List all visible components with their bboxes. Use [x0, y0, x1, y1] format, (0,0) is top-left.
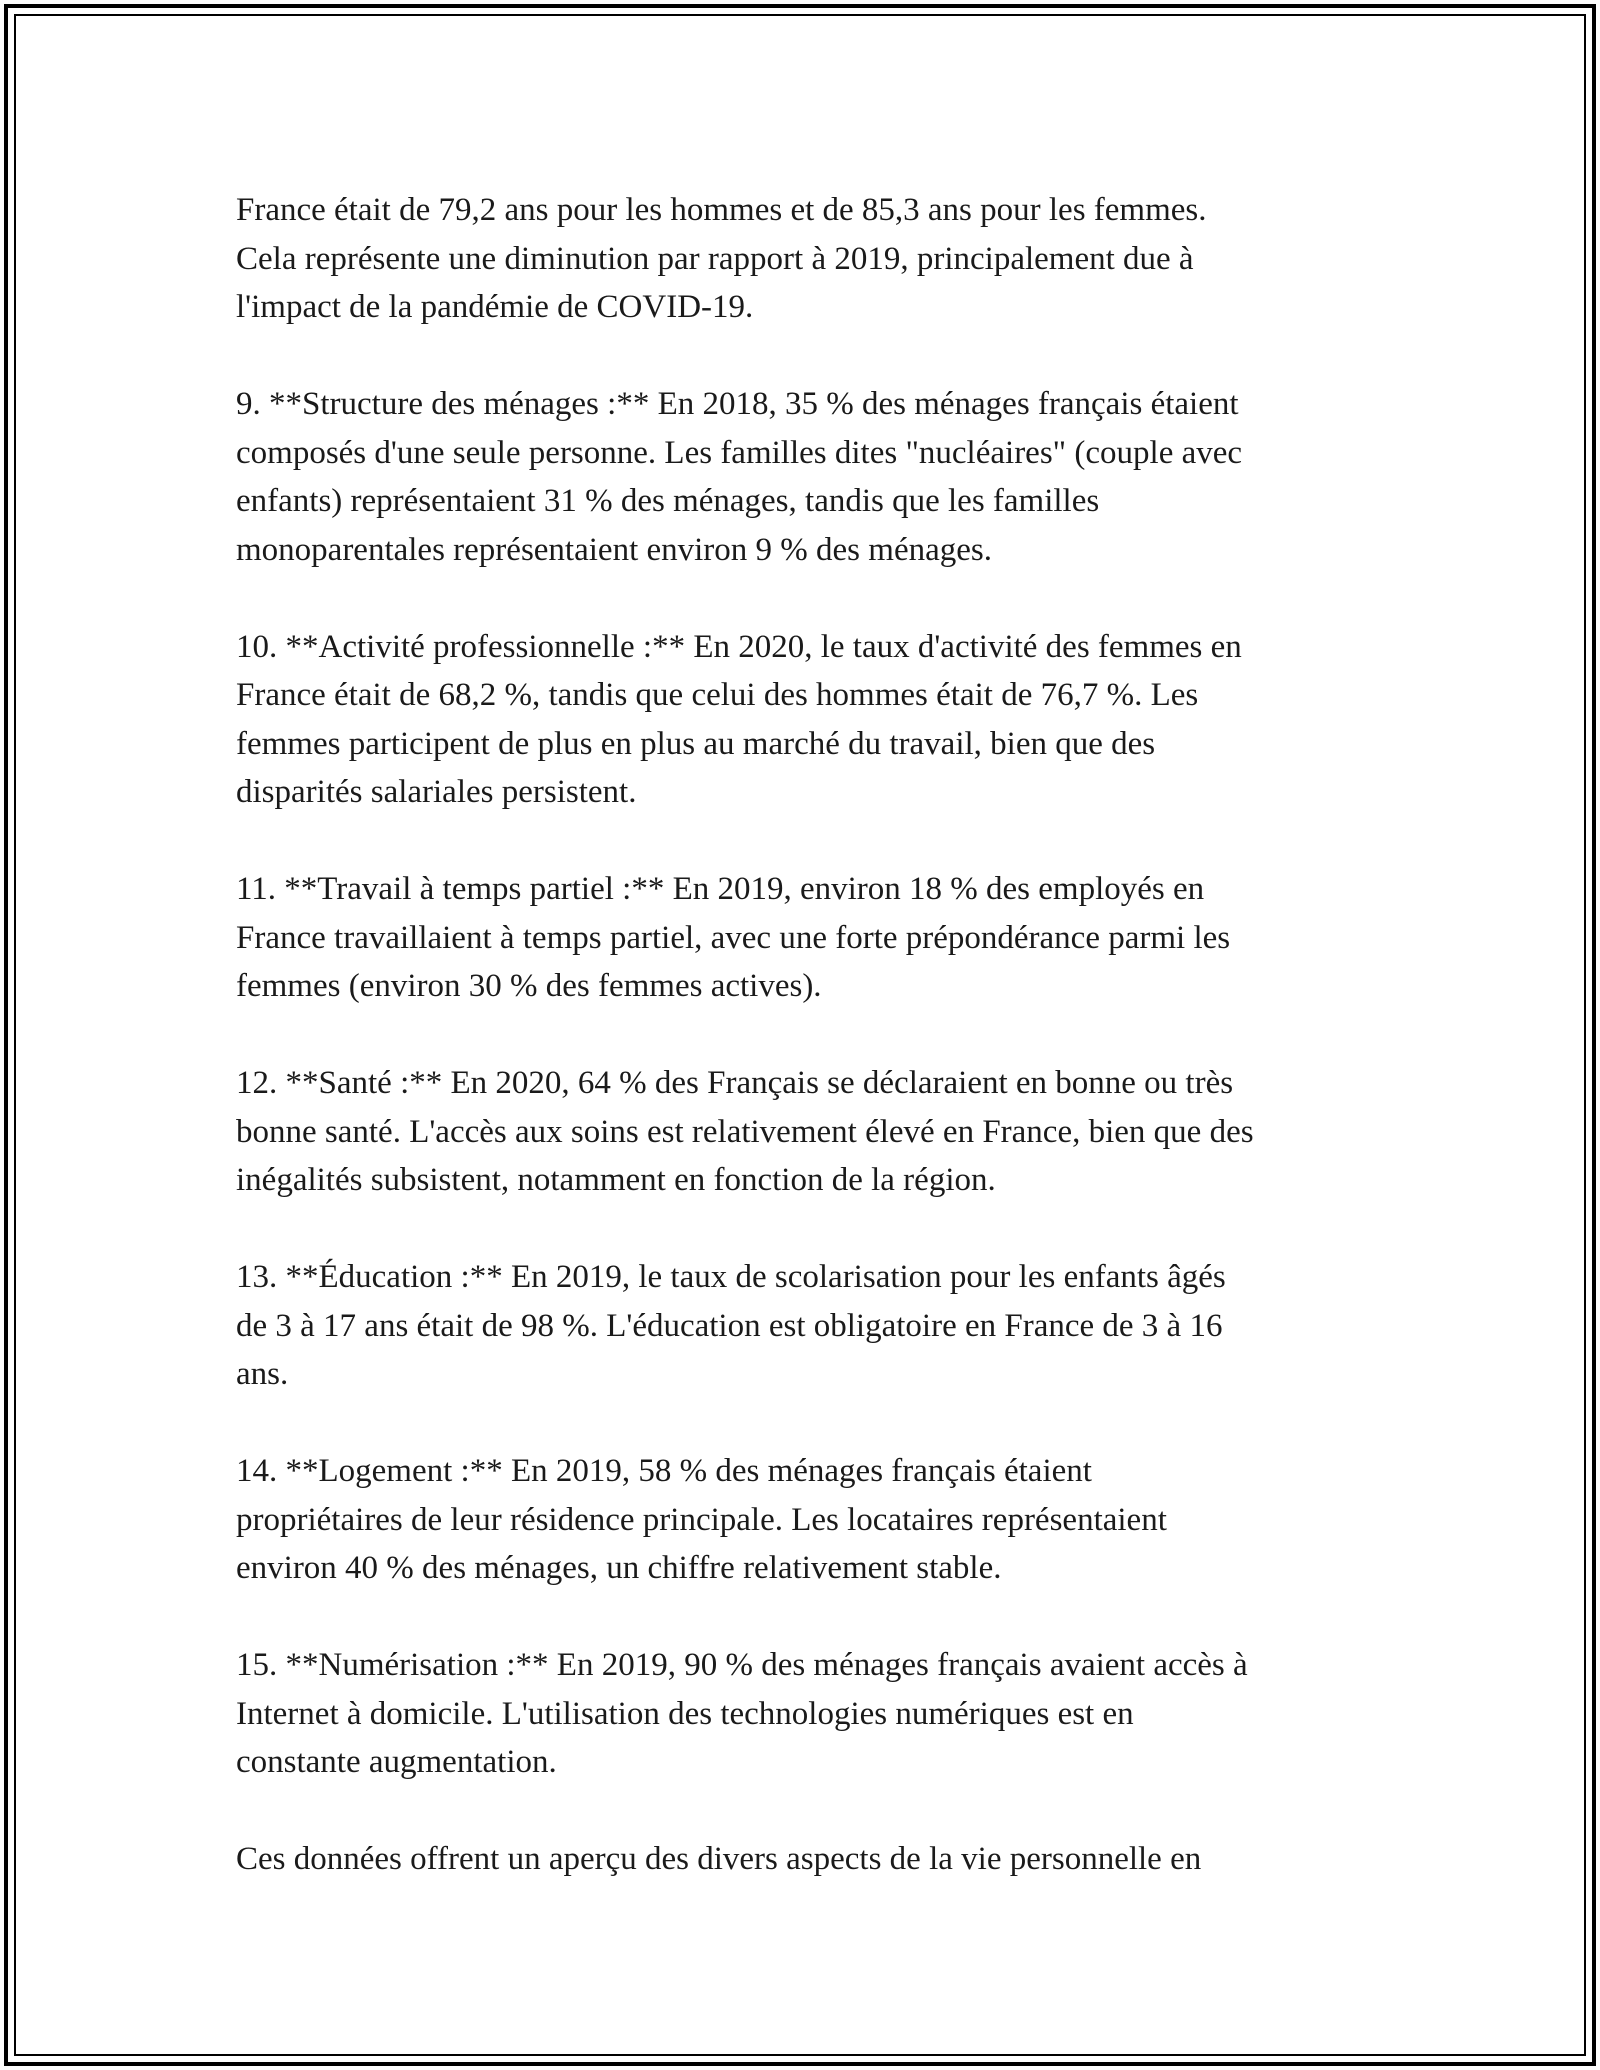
text-line: l'impact de la pandémie de COVID-19. [236, 289, 754, 325]
text-line: France était de 68,2 %, tandis que celui des hommes était de 76,7 %. Les [236, 677, 1199, 713]
text-line: composés d'une seule personne. Les familles dites "nucléaires" (couple avec [236, 434, 1243, 471]
text-line: propriétaires de leur résidence principale. Les locataires représentaient [236, 1501, 1167, 1538]
text-line: environ 40 % des ménages, un chiffre relativement stable. [236, 1550, 1002, 1586]
text-line: France travaillaient à temps partiel, avec une forte prépondérance parmi les [236, 919, 1231, 956]
text-line: femmes participent de plus en plus au marché du travail, bien que des [236, 725, 1156, 762]
text-line: Internet à domicile. L'utilisation des technologies numériques est en [236, 1695, 1134, 1732]
paragraph-education [236, 1253, 1396, 1399]
text-line: enfants) représentaient 31 % des ménages, tandis que les familles [236, 483, 1100, 519]
paragraph-temps-partiel [236, 865, 1396, 1011]
text-line: 12. **Santé :** En 2020, 64 % des Français se déclaraient en bonne ou très [236, 1065, 1234, 1101]
text-line: 10. **Activité professionnelle :** En 2020, le taux d'activité des femmes en [236, 628, 1242, 665]
text-line: bonne santé. L'accès aux soins est relativement élevé en France, bien que des [236, 1113, 1254, 1150]
text-line: monoparentales représentaient environ 9 % des ménages. [236, 531, 992, 568]
text-line: 14. **Logement :** En 2019, 58 % des ménages français étaient [236, 1453, 1092, 1489]
text-line: ans. [236, 1356, 289, 1392]
text-line: disparités salariales persistent. [236, 774, 637, 810]
text-line: constante augmentation. [236, 1744, 557, 1780]
paragraph-esperance-de-vie [236, 186, 1396, 332]
text-line: 9. **Structure des ménages :** En 2018, 35 % des ménages français étaient [236, 386, 1239, 422]
paragraph-structure-menages [236, 380, 1396, 574]
paragraph-conclusion [236, 1835, 1396, 1884]
text-line: Ces données offrent un aperçu des divers aspects de la vie personnelle en [236, 1841, 1202, 1877]
text-line: 15. **Numérisation :** En 2019, 90 % des ménages français avaient accès à [236, 1647, 1248, 1683]
text-line: Cela représente une diminution par rapport à 2019, principalement due à [236, 240, 1194, 277]
text-line: inégalités subsistent, notamment en fonction de la région. [236, 1162, 996, 1198]
document-body [236, 186, 1396, 1932]
text-line: femmes (environ 30 % des femmes actives). [236, 968, 822, 1004]
text-line: 11. **Travail à temps partiel :** En 2019, environ 18 % des employés en [236, 871, 1205, 907]
paragraph-sante [236, 1059, 1396, 1205]
text-line: France était de 79,2 ans pour les hommes et de 85,3 ans pour les femmes. [236, 192, 1207, 228]
text-line: 13. **Éducation :** En 2019, le taux de scolarisation pour les enfants âgés [236, 1259, 1226, 1295]
paragraph-numerisation [236, 1641, 1396, 1787]
text-line: de 3 à 17 ans était de 98 %. L'éducation est obligatoire en France de 3 à 16 [236, 1307, 1223, 1344]
paragraph-activite-professionnelle [236, 623, 1396, 817]
paragraph-logement [236, 1447, 1396, 1593]
